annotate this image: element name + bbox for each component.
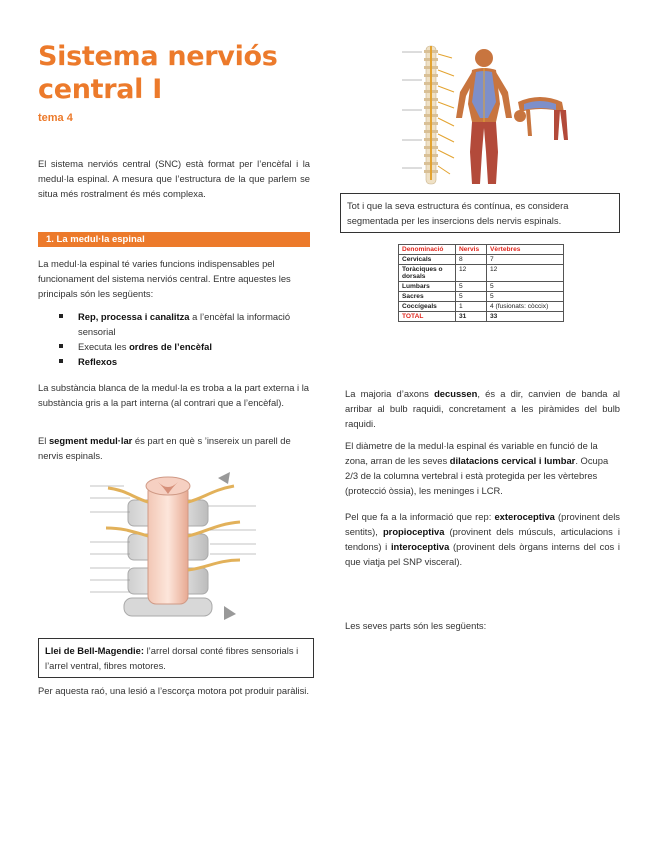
page-subtitle: tema 4: [38, 112, 73, 124]
page-title: Sistema nerviós central I: [38, 41, 278, 105]
function-list: [38, 309, 310, 369]
table-header-row: [399, 245, 564, 255]
table-total-row: TOTAL 31 33: [399, 312, 564, 322]
spinal-cord-illustration: [84, 472, 264, 624]
segment-paragraph: El segment medul·lar és part en què s ’insereix un parell de nervis espinals.: [38, 435, 291, 461]
section-lead: La medul·la espinal té varies funcions indispensables pel funcionament del sistema nerviós central. Entre aquestes les principals són les següents:: [38, 258, 291, 299]
intro-paragraph: El sistema nerviós central (SNC) està format per l’encèfal i la medul·la espinal. A mesura que l’estructura de la que parlem se situa més rostralment és més complexa.: [38, 158, 310, 199]
parts-intro: Les seves parts són les següents:: [345, 620, 487, 631]
column-header: Denominació: [399, 245, 456, 255]
diameter-paragraph: El diàmetre de la medul·la espinal és variable en funció de la zona, arran de les seves dilatacions cervical i lumbar. Ocupa 2/3 de la columna vertebral i està protegida per les vèrtebres (protecció òssia), les meninges i LCR.: [345, 440, 609, 496]
spinal-segments-table: [398, 244, 564, 322]
decussation-paragraph: La majoria d’axons decussen, és a dir, canvien de banda al arribar al bulb raquidi, concretament a les piràmides del bulb raquidi.: [345, 388, 620, 429]
list-item: Rep, processa i canalitza a l’encèfal la informació sensorial: [38, 309, 310, 339]
column-header: Nervis: [456, 245, 487, 255]
table-row: Sacres 5 5: [399, 292, 564, 302]
lesion-paragraph: Per aquesta raó, una lesió a l’escorça motora pot produir paràlisi.: [38, 685, 309, 696]
information-types-paragraph: Pel que fa a la informació que rep: exteroceptiva (provinent dels sentits), propioceptiva (provinent dels músculs, articulacions i tendons) i interoceptiva (provinent dels òrgans interns del cos i que viatja pel SNP visceral).: [345, 511, 621, 567]
list-item: Reflexos: [38, 354, 310, 369]
table-row: Toràciques o dorsals 12 12: [399, 265, 564, 282]
segmented-structure-box: Tot i que la seva estructura és contínua, es considera segmentada per les insercions dels nervis espinals.: [340, 193, 620, 233]
table-row: Cervicals 8 7: [399, 255, 564, 265]
section-heading: 1. La medul·la espinal: [38, 232, 310, 247]
bell-magendie-box: Llei de Bell-Magendie: l’arrel dorsal conté fibres sensorials i l’arrel ventral, fibres motores.: [38, 638, 314, 678]
table-row: Coccígeals 1 4 (fusionats: còccix): [399, 302, 564, 312]
list-item: Executa les ordres de l’encèfal: [38, 339, 310, 354]
spinal-nerves-body-illustration: [400, 40, 580, 190]
white-matter-paragraph: La substància blanca de la medul·la es troba a la part externa i la substància gris a la part interna (al contrari que a l’encèfal).: [38, 382, 309, 408]
table-row: Lumbars 5 5: [399, 282, 564, 292]
column-header: Vèrtebres: [487, 245, 564, 255]
